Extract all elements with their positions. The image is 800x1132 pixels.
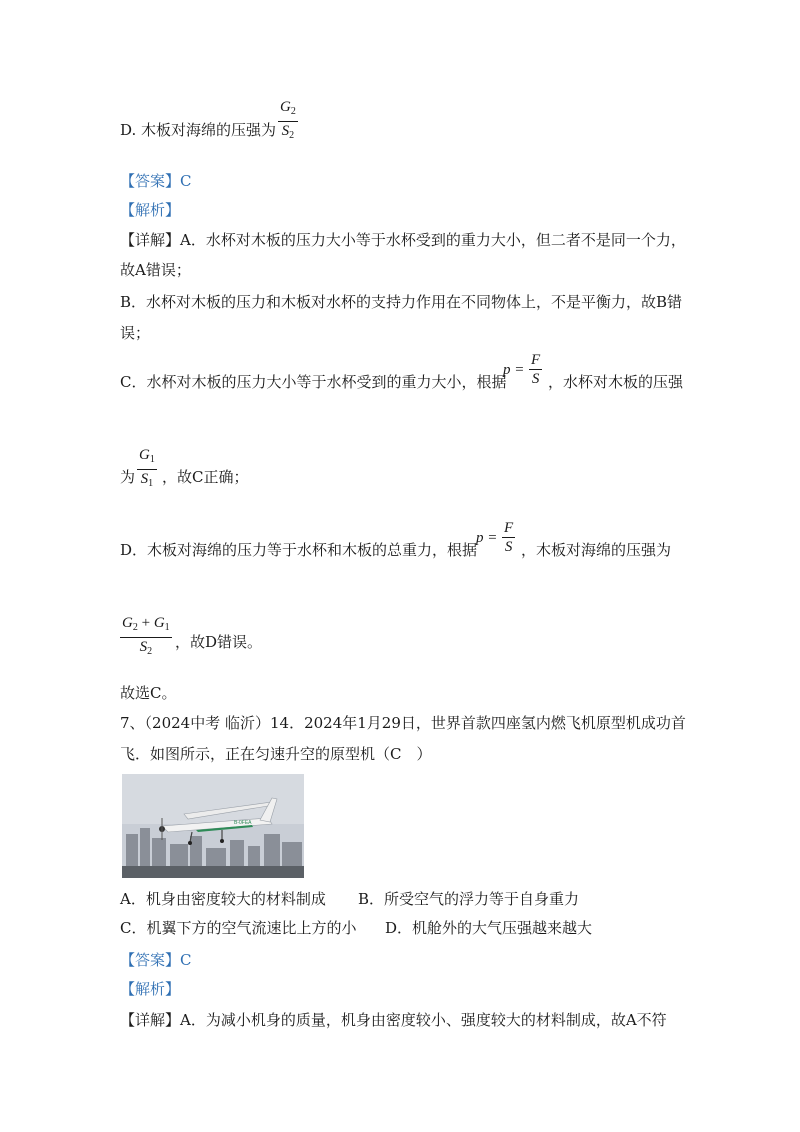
analysis-label-2: 【解析】	[120, 980, 181, 998]
analysis-label-1: 【解析】	[120, 201, 181, 219]
option-a: A．机身由密度较大的材料制成	[120, 890, 326, 908]
detail-b-line-1: B．水杯对木板的压力和木板对水杯的支持力作用在不同物体上，不是平衡力，故B错	[120, 293, 683, 311]
option-d-line	[120, 120, 276, 140]
detail-a-line-1: 【详解】A．水杯对木板的压力大小等于水杯受到的重力大小，但二者不是同一个力，	[120, 231, 686, 249]
fraction-g2-over-s2	[278, 98, 298, 145]
airplane-photo	[122, 774, 304, 878]
detail-2-a-line-1: 【详解】A．为减小机身的质量，机身由密度较小、强度较大的材料制成，故A不符	[120, 1011, 667, 1029]
answer-label-2: 【答案】C	[120, 951, 192, 969]
question-7-line-1: 7、（2024中考 临沂）14．2024年1月29日，世界首款四座氢内燃飞机原型机成功首	[120, 714, 686, 732]
fraction-f-over-s-c: F S	[531, 352, 541, 387]
airplane-photo-svg	[122, 774, 304, 878]
detail-c-line-1: C．水杯对木板的压力大小等于水杯受到的重力大小，根据	[120, 373, 507, 391]
option-c: C．机翼下方的空气流速比上方的小	[120, 919, 357, 937]
option-d: D．机舱外的大气压强越来越大	[385, 919, 593, 937]
fraction-g2-plus-g1-over-s2: $G_2 + G_1$ $S_2$	[122, 615, 170, 657]
question-7-line-2: 飞．如图所示，正在匀速升空的原型机（C ）	[120, 745, 432, 763]
plane-registration: B-0FEA	[234, 820, 252, 826]
fraction-f-over-s-d: F S	[504, 520, 514, 555]
detail-b-line-2: 误；	[120, 324, 151, 342]
option-d-text: D. 木板对海绵的压强为	[120, 121, 277, 139]
detail-d-line-1: D．木板对海绵的压力等于水杯和木板的总重力，根据	[120, 541, 478, 559]
detail-c-line-1-tail: ，水杯对木板的压强	[548, 373, 684, 391]
detail-d-line-2: ，故D错误。	[175, 633, 263, 651]
detail-a-line-2: 故A错误；	[120, 261, 191, 279]
fraction-numerator: $G_2$	[280, 99, 296, 117]
pressure-formula-d: p =	[476, 530, 498, 546]
conclusion-line: 故选C。	[120, 684, 177, 702]
detail-c-line-2-pre: 为	[120, 468, 136, 486]
fraction-denominator: $S_2$	[281, 123, 295, 141]
detail-d-line-1-tail: ，木板对海绵的压强为	[521, 541, 672, 559]
option-b: B．所受空气的浮力等于自身重力	[358, 890, 580, 908]
detail-c-line-2-post: ，故C正确；	[162, 468, 249, 486]
answer-label-1: 【答案】C	[120, 172, 192, 190]
fraction-g1-over-s1: $G_1$ $S_1$	[139, 447, 155, 489]
pressure-formula-c: p =	[503, 362, 525, 378]
